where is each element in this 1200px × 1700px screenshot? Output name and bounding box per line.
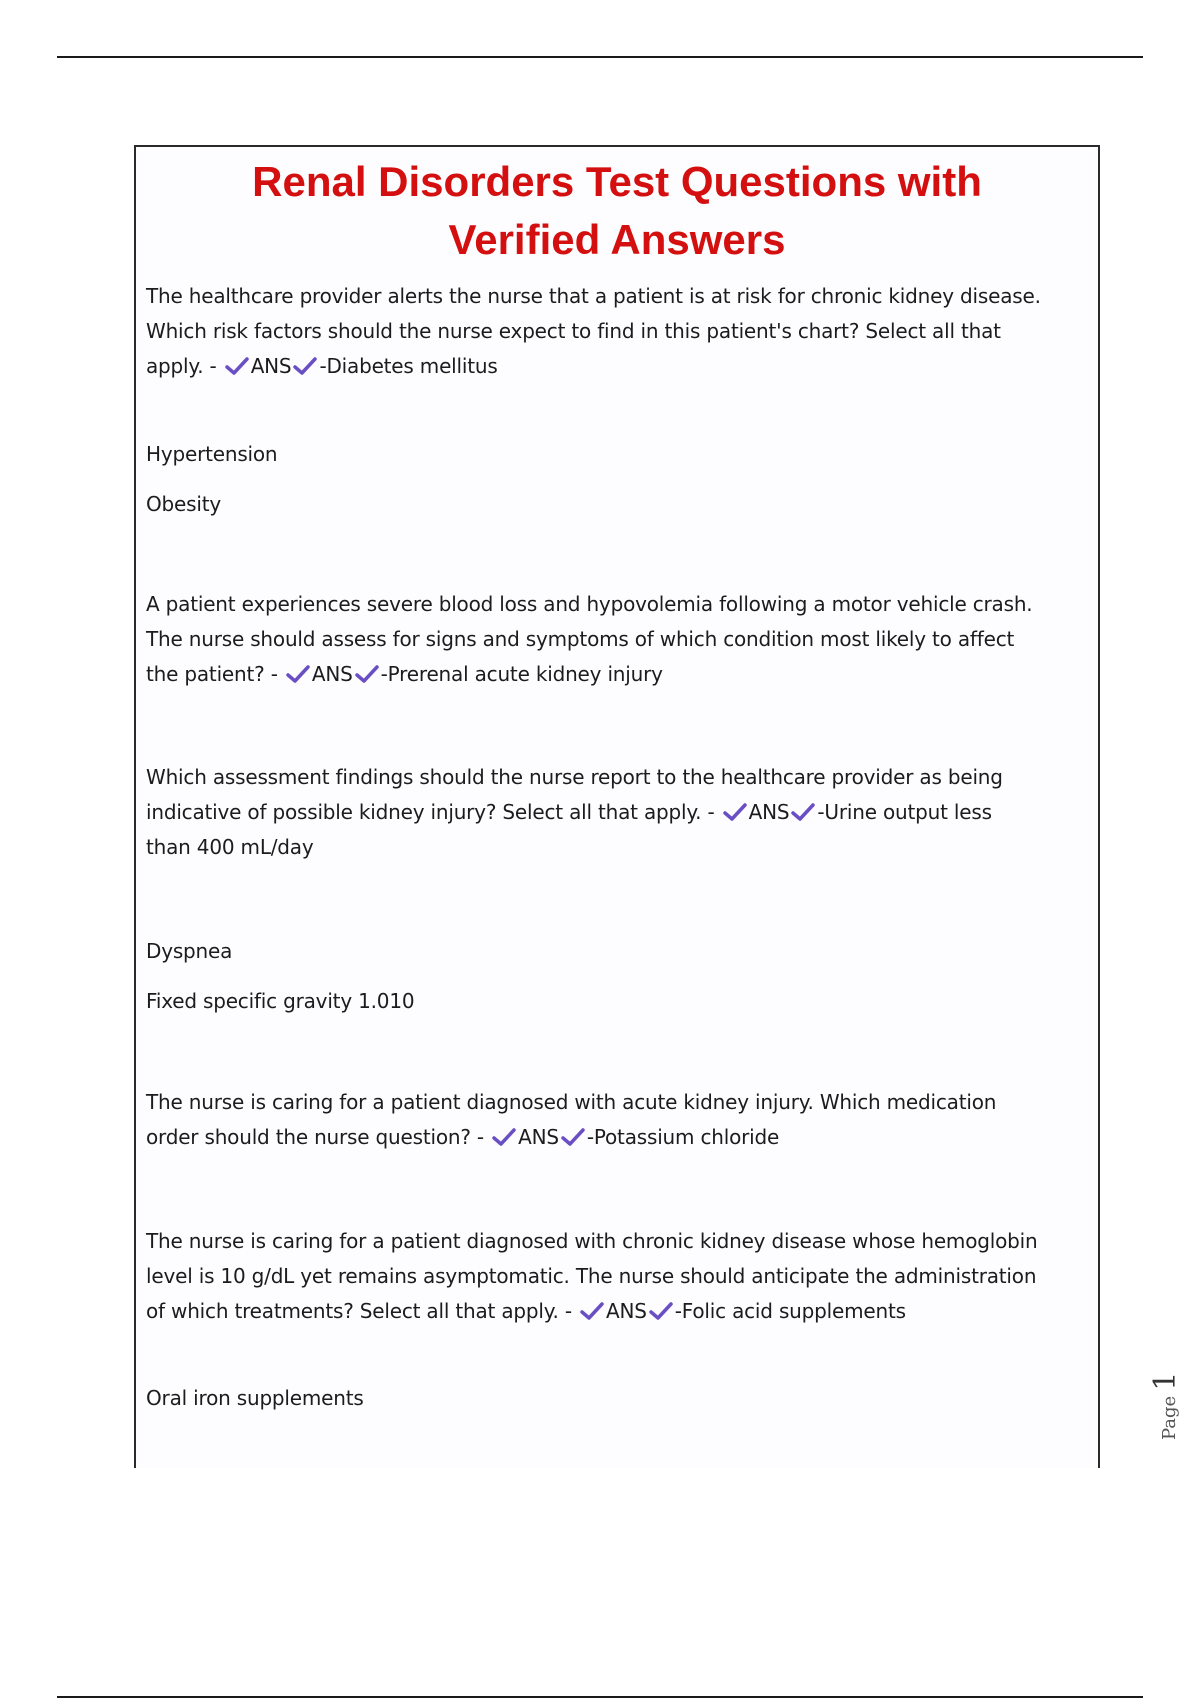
page-label: Page <box>1159 1395 1180 1440</box>
checkmark-icon <box>355 664 379 684</box>
answer-5-extra-1: Oral iron supplements <box>146 1386 364 1410</box>
checkmark-icon <box>723 802 747 822</box>
title-line-2: Verified Answers <box>448 216 786 263</box>
header-rule <box>57 56 1143 58</box>
question-2: A patient experiences severe blood loss and hypovolemia following a motor vehicle crash. The nurse should assess for signs and symptoms of which condition most likely to affect the patient? - ANS -Prerenal acute kidney injury <box>146 592 1033 686</box>
answer-1-extra-2: Obesity <box>146 492 221 516</box>
answer-1: -Diabetes mellitus <box>319 354 498 378</box>
question-3: Which assessment findings should the nurse report to the healthcare provider as being indicative of possible kidney injury? Select all that apply. - ANS -Urine output less than 400 mL/day <box>146 765 1003 859</box>
question-5: The nurse is caring for a patient diagnosed with chronic kidney disease whose hemoglobin level is 10 g/dL yet remains asymptomatic. The nurse should anticipate the administration of which treatments? Select all that apply. - ANS -Folic acid supplements <box>146 1229 1038 1323</box>
answer-label: ANS <box>606 1299 647 1323</box>
checkmark-icon <box>561 1127 585 1147</box>
answer-3: -Urine output less <box>817 800 992 824</box>
checkmark-icon <box>580 1301 604 1321</box>
answer-label: ANS <box>518 1125 559 1149</box>
title-line-1: Renal Disorders Test Questions with <box>252 158 982 205</box>
checkmark-icon <box>225 356 249 376</box>
question-4: The nurse is caring for a patient diagnosed with acute kidney injury. Which medication order should the nurse question? - ANS -Potassium chloride <box>146 1090 997 1149</box>
checkmark-icon <box>293 356 317 376</box>
question-1: The healthcare provider alerts the nurse that a patient is at risk for chronic kidney disease. Which risk factors should the nurse expect to find in this patient's chart? Select all that apply. - ANS -Diabetes mellitus <box>146 284 1041 378</box>
answer-label: ANS <box>250 354 292 378</box>
answer-5: -Folic acid supplements <box>674 1299 906 1323</box>
answer-4: -Potassium chloride <box>586 1125 780 1149</box>
document-frame <box>134 145 1100 1468</box>
answer-3-extra-2: Fixed specific gravity 1.010 <box>146 989 415 1013</box>
answer-2: -Prerenal acute kidney injury <box>380 662 663 686</box>
answer-1-extra-1: Hypertension <box>146 442 278 466</box>
document-title <box>136 153 1098 269</box>
page-number-value: 1 <box>1148 1371 1183 1391</box>
checkmark-icon <box>492 1127 516 1147</box>
page-number <box>1148 1372 1183 1440</box>
checkmark-icon <box>286 664 310 684</box>
answer-3-extra-1: Dyspnea <box>146 939 233 963</box>
answer-label: ANS <box>311 662 353 686</box>
checkmark-icon <box>791 802 815 822</box>
checkmark-icon <box>649 1301 673 1321</box>
answer-label: ANS <box>748 800 790 824</box>
footer-rule <box>57 1696 1143 1698</box>
answer-3-continued: than 400 mL/day <box>146 835 314 859</box>
